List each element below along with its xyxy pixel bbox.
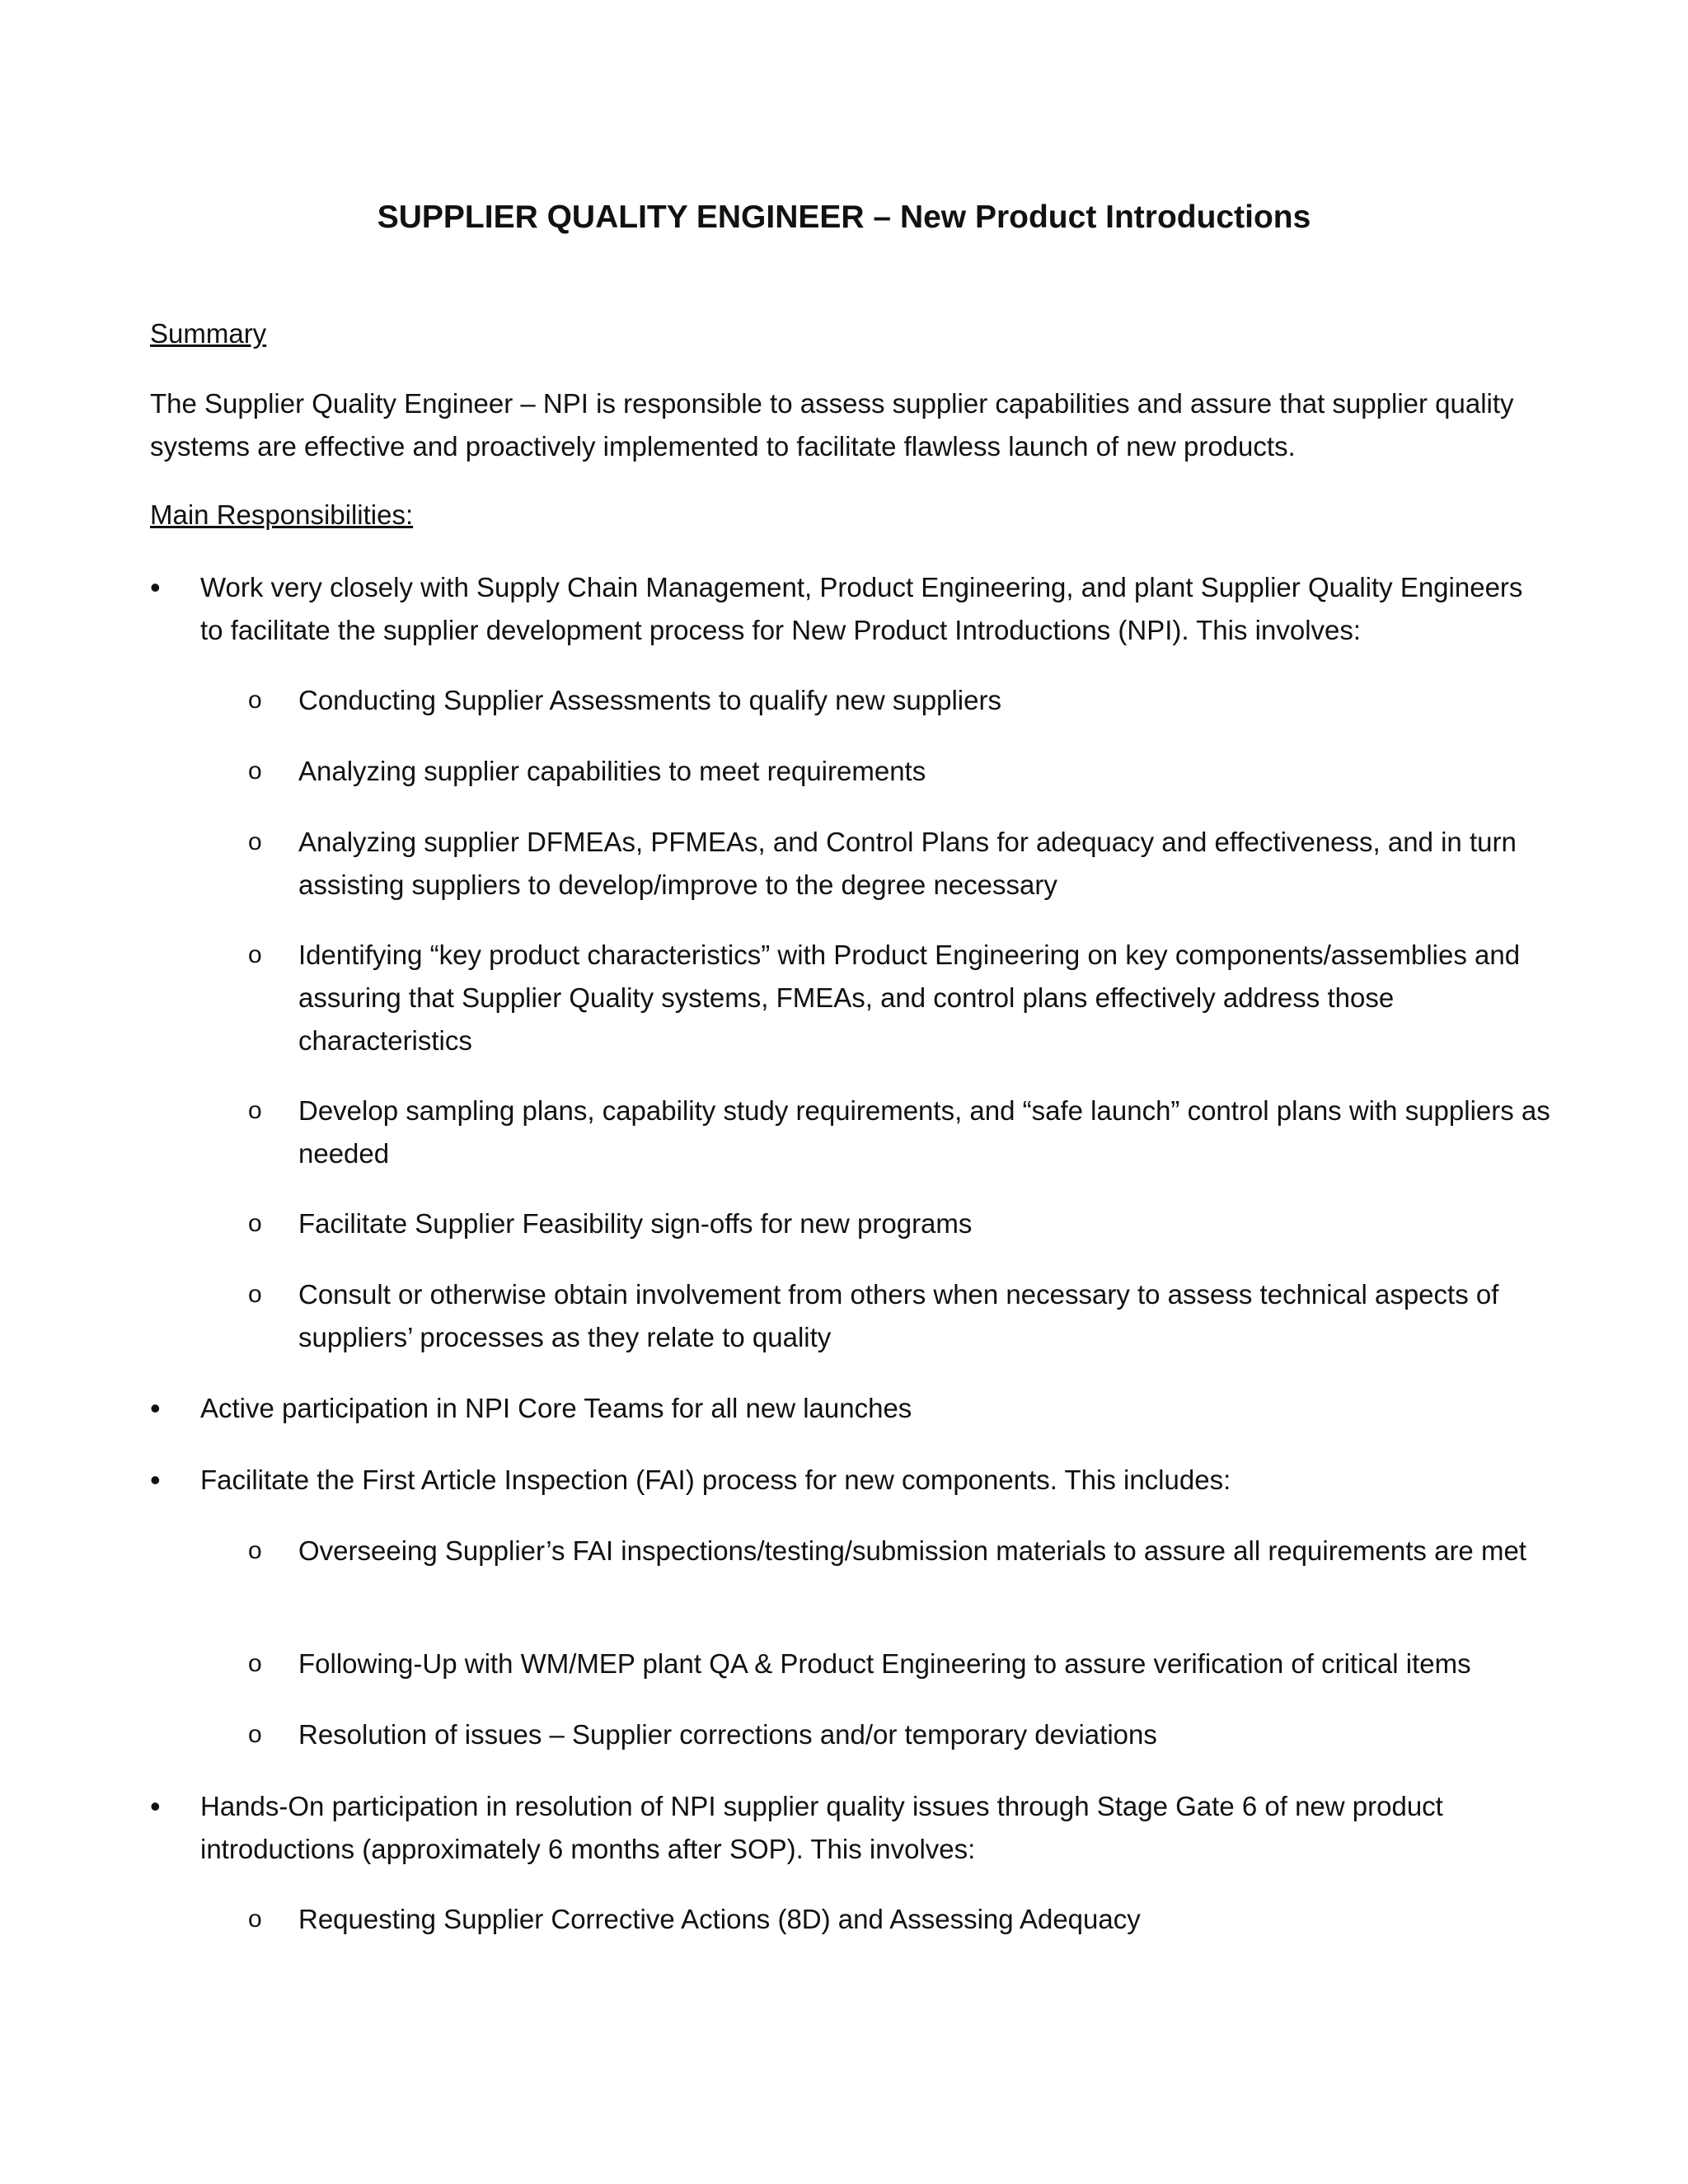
sub-bullet-icon: o: [248, 1210, 262, 1237]
list-item: Active participation in NPI Core Teams for all new launches: [200, 1393, 912, 1423]
sub-list-item: Consult or otherwise obtain involvement from others when necessary to assess technical aspects of suppliers’ processes as they relate to quality: [298, 1279, 1499, 1352]
bullet-icon: •: [150, 570, 161, 604]
responsibilities-heading: Main Responsibilities:: [150, 499, 414, 530]
sub-bullet-icon: o: [248, 1905, 262, 1933]
bullet-icon: •: [150, 1789, 161, 1823]
sub-bullet-icon: o: [248, 687, 262, 714]
page-title: SUPPLIER QUALITY ENGINEER – New Product Introductions: [377, 199, 1311, 235]
sub-list-item: Develop sampling plans, capability study requirements, and “safe launch” control plans with suppliers as needed: [298, 1095, 1550, 1169]
list-item: Facilitate the First Article Inspection (FAI) process for new components. This includes:: [200, 1465, 1231, 1495]
sub-list-item: Analyzing supplier DFMEAs, PFMEAs, and Control Plans for adequacy and effectiveness, and in turn assisting suppliers to develop/improve to the degree necessary: [298, 827, 1517, 900]
sub-list-item: Overseeing Supplier’s FAI inspections/testing/submission materials to assure all requirements are met: [298, 1535, 1526, 1566]
sub-bullet-icon: o: [248, 1281, 262, 1308]
sub-list-item: Conducting Supplier Assessments to qualify new suppliers: [298, 685, 1001, 715]
sub-bullet-icon: o: [248, 941, 262, 968]
summary-text: The Supplier Quality Engineer – NPI is responsible to assess supplier capabilities and assure that supplier quality systems are effective and proactively implemented to facilitate flawless launch of new products.: [150, 388, 1514, 462]
sub-list-item: Resolution of issues – Supplier corrections and/or temporary deviations: [298, 1719, 1157, 1750]
sub-list-item: Analyzing supplier capabilities to meet requirements: [298, 756, 926, 786]
sub-list-item: Facilitate Supplier Feasibility sign-offs for new programs: [298, 1208, 973, 1239]
summary-heading: Summary: [150, 318, 267, 349]
sub-bullet-icon: o: [248, 1097, 262, 1124]
sub-bullet-icon: o: [248, 1537, 262, 1564]
sub-bullet-icon: o: [248, 1650, 262, 1677]
sub-bullet-icon: o: [248, 828, 262, 855]
sub-bullet-icon: o: [248, 1721, 262, 1748]
list-item: Hands-On participation in resolution of NPI supplier quality issues through Stage Gate 6 of new product introductions (approximately 6 months after SOP). This involves:: [200, 1791, 1443, 1864]
sub-bullet-icon: o: [248, 757, 262, 785]
bullet-icon: •: [150, 1391, 161, 1425]
bullet-icon: •: [150, 1463, 161, 1497]
sub-list-item: Following-Up with WM/MEP plant QA & Product Engineering to assure verification of critical items: [298, 1648, 1471, 1679]
list-item: Work very closely with Supply Chain Management, Product Engineering, and plant Supplier Quality Engineers to facilitate the supplier development process for New Product Introductions (NPI). This involves:: [200, 572, 1523, 645]
sub-list-item: Requesting Supplier Corrective Actions (8D) and Assessing Adequacy: [298, 1904, 1141, 1934]
sub-list-item: Identifying “key product characteristics” with Product Engineering on key components/assemblies and assuring that Supplier Quality systems, FMEAs, and control plans effectively address those characteristics: [298, 940, 1521, 1056]
